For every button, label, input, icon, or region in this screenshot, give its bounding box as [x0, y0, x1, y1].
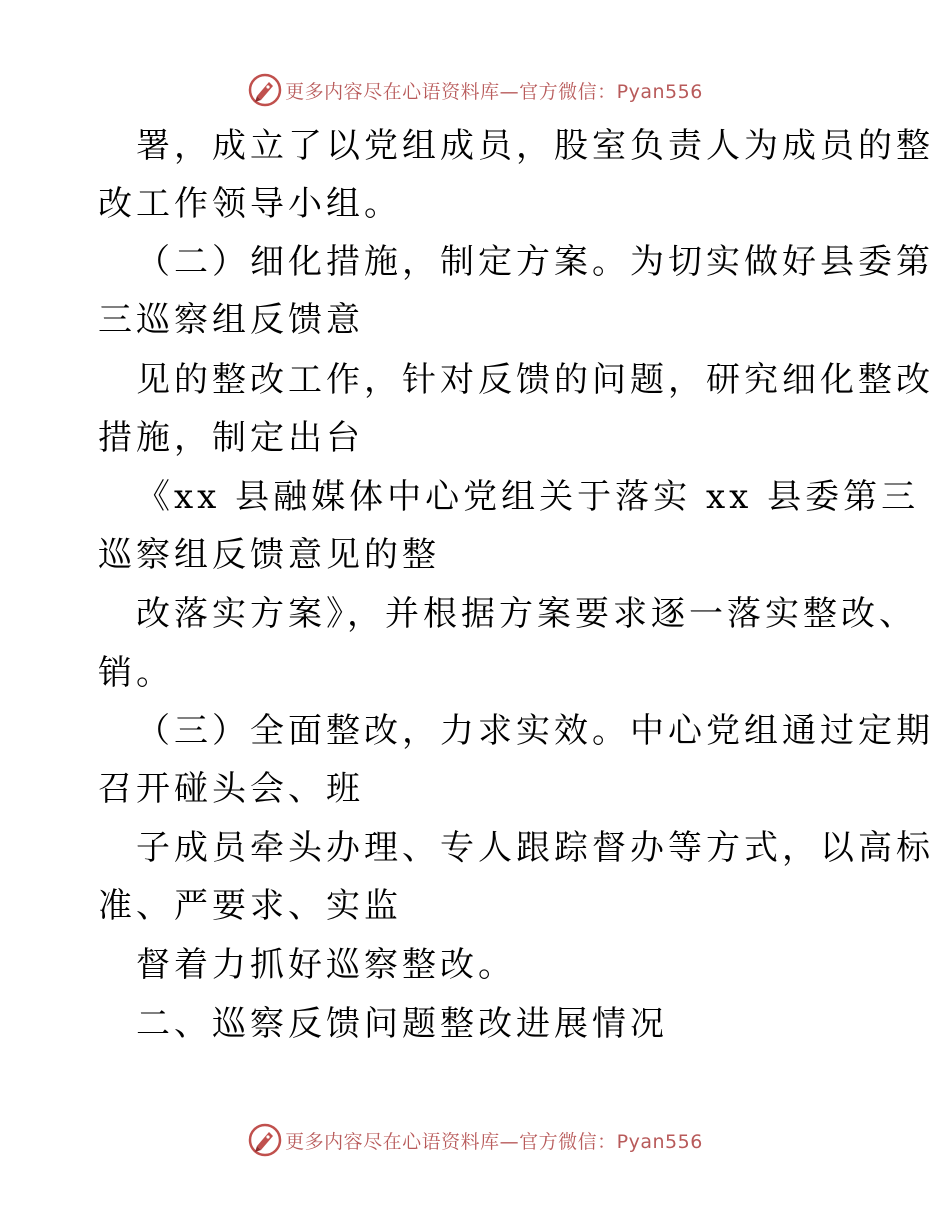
- body-line: 措施，制定出台: [98, 418, 364, 458]
- pen-nib-logo-icon: [247, 1122, 283, 1158]
- body-line: 督着力抓好巡察整改。: [136, 945, 516, 985]
- body-line: （三）全面整改，力求实效。中心党组通过定期: [136, 711, 934, 751]
- body-line: 三巡察组反馈意: [98, 300, 364, 340]
- body-line: 《xx 县融媒体中心党组关于落实 xx 县委第三: [136, 477, 920, 517]
- body-line: 召开碰头会、班: [98, 769, 364, 809]
- footer-watermark: [0, 1118, 950, 1162]
- watermark-text: 更多内容尽在心语资料库—官方微信：Pyan556: [285, 1130, 703, 1153]
- body-line: 改落实方案》，并根据方案要求逐一落实整改、: [136, 594, 917, 634]
- body-line: 准、严要求、实监: [98, 886, 402, 926]
- watermark-text: 更多内容尽在心语资料库—官方微信：Pyan556: [285, 80, 703, 103]
- body-line: 署，成立了以党组成员，股室负责人为成员的整: [136, 126, 934, 166]
- body-line: 销。: [98, 653, 174, 693]
- body-line: 见的整改工作，针对反馈的问题，研究细化整改: [136, 360, 934, 400]
- body-line: 改工作领导小组。: [98, 184, 402, 224]
- header-watermark: [0, 68, 950, 112]
- pen-nib-logo-icon: [247, 72, 283, 108]
- body-line: 子成员牵头办理、专人跟踪督办等方式，以高标: [136, 828, 934, 868]
- body-line: （二）细化措施，制定方案。为切实做好县委第: [136, 242, 934, 282]
- body-line: 巡察组反馈意见的整: [98, 535, 440, 575]
- section-heading: 二、巡察反馈问题整改进展情况: [136, 1004, 668, 1044]
